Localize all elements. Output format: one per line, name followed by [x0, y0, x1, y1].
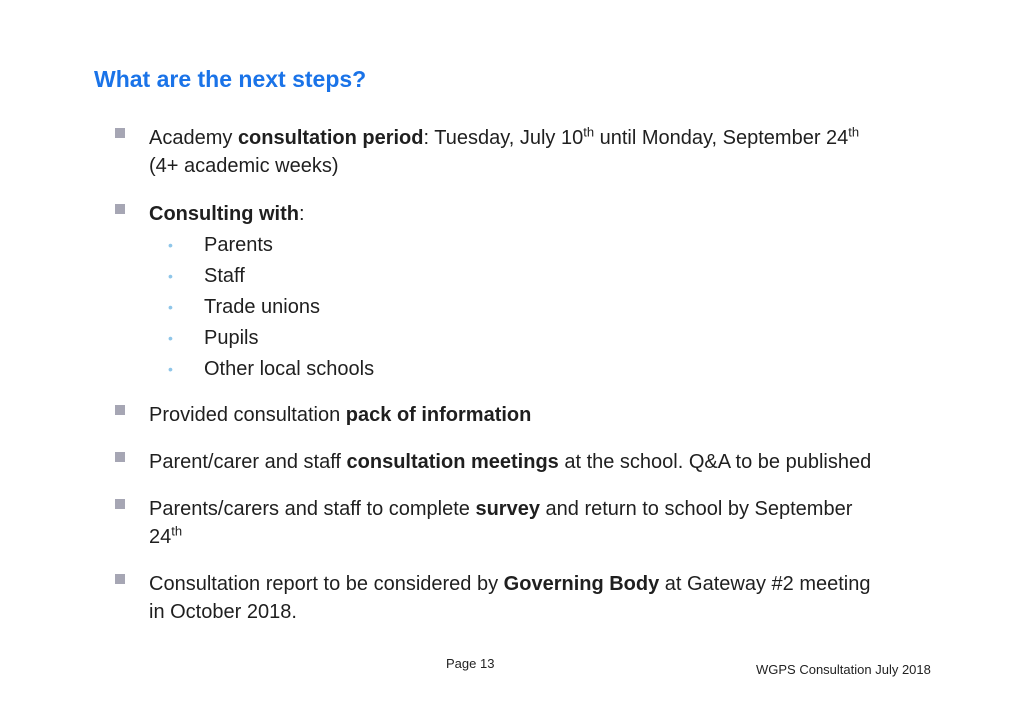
bullet-text: Consultation report to be considered by [149, 573, 504, 595]
bullet-text: 24 [149, 526, 172, 548]
slide-title: What are the next steps? [94, 66, 367, 92]
bullet-text: : [298, 203, 305, 225]
sub-bullet-icon: • [168, 361, 173, 377]
bullet-text: (4+ academic weeks) [149, 155, 339, 177]
bullet-text: Provided consultation [149, 404, 346, 426]
bullet-text: Parents/carers and staff to complete [149, 498, 476, 520]
square-bullet-icon [115, 499, 125, 509]
bullet-governing-body [149, 570, 949, 626]
bullet-consultation-period [149, 124, 949, 180]
bullet-bold-text: consultation period [237, 127, 424, 149]
sub-bullet-icon: • [168, 299, 173, 315]
sub-bullet-icon: • [168, 330, 173, 346]
square-bullet-icon [115, 452, 125, 462]
square-bullet-icon [115, 128, 125, 138]
square-bullet-icon [115, 574, 125, 584]
bullet-consulting-with [149, 200, 949, 228]
square-bullet-icon [115, 204, 125, 214]
bullet-text: until Monday, September 24 [594, 127, 849, 149]
bullet-text: Parent/carer and staff [149, 451, 347, 473]
bullet-bold-text: consultation meetings [346, 451, 559, 473]
sub-item-parents: Parents [204, 234, 273, 256]
sub-item-staff: Staff [204, 265, 245, 287]
bullet-bold-text: survey [475, 498, 540, 520]
bullet-consultation-meetings [149, 448, 949, 476]
superscript: th [848, 124, 860, 140]
footer-text: WGPS Consultation July 2018 [756, 662, 931, 677]
square-bullet-icon [115, 405, 125, 415]
sub-item-other-schools: Other local schools [204, 358, 375, 380]
bullet-bold-text: Consulting with [149, 203, 299, 225]
bullet-text: Academy [149, 127, 238, 149]
bullet-pack-of-information [149, 401, 949, 429]
sub-bullet-icon: • [168, 237, 173, 253]
bullet-bold-text: pack of information [345, 404, 532, 426]
bullet-text: and return to school by September [539, 498, 853, 520]
bullet-text: : Tuesday, July 10 [423, 127, 584, 149]
bullet-text: in October 2018. [149, 601, 297, 623]
bullet-bold-text: Governing Body [503, 573, 660, 595]
bullet-text: at Gateway #2 meeting [659, 573, 871, 595]
sub-bullet-icon: • [168, 268, 173, 284]
superscript: th [171, 523, 183, 539]
page-number: Page 13 [446, 656, 495, 671]
bullet-text: at the school. Q&A to be published [558, 451, 872, 473]
sub-item-trade-unions: Trade unions [204, 296, 320, 318]
bullet-survey [149, 495, 949, 551]
superscript: th [583, 124, 595, 140]
sub-item-pupils: Pupils [204, 327, 259, 349]
